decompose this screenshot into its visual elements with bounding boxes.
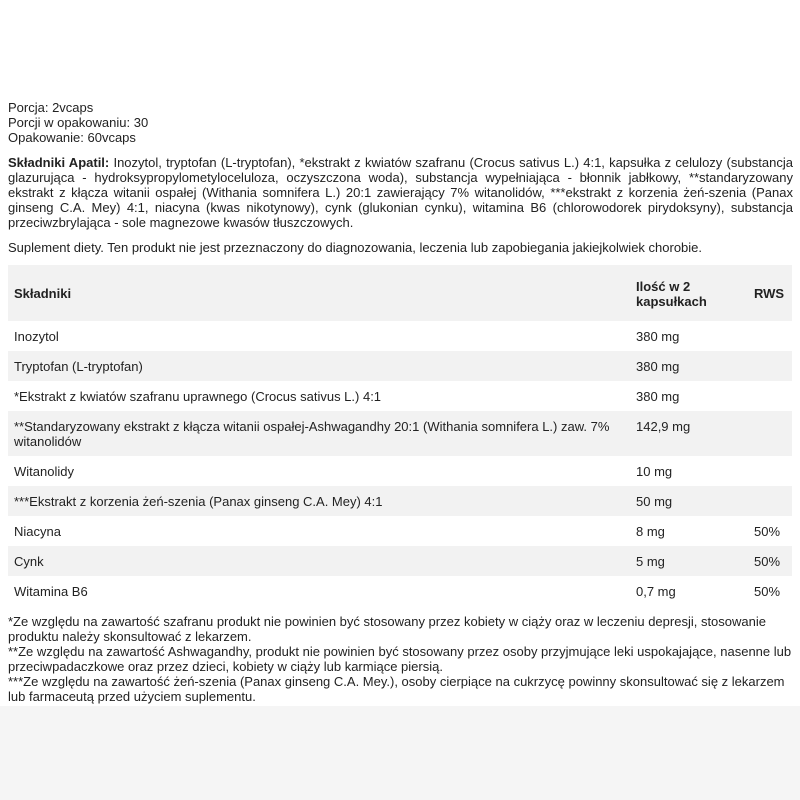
table-row — [8, 576, 792, 606]
row-ingredient: Witanolidy — [14, 464, 74, 479]
ingredients-text: Inozytol, tryptofan (L-tryptofan), *ekstrakt z kwiatów szafranu (Crocus sativus L.) 4:1, kapsułka z celulozy (substancja glazurująca - hydroksypropylometyloceluloza, oczyszczona woda), substancja wypełniająca - błonnik jabłkowy, **standaryzowany ekstrakt z kłącza witanii ospałej (Withania somnifera L.) 20:1 zawierający 7% witanolidów, ***ekstrakt z korzenia żeń-szenia (Panax ginseng C.A. Mey) 4:1, niacyna (kwas nikotynowy), cynk (glukonian cynku), witamina B6 (chlorowodorek pirydoksyny), substancja przeciwzbrylająca - sole magnezowe kwasów tłuszczowych. — [8, 155, 793, 230]
table-row — [8, 381, 792, 411]
row-amount: 380 mg — [636, 359, 680, 374]
supplement-note: Suplement diety. Ten produkt nie jest przeznaczony do diagnozowania, leczenia lub zapobiegania jakiejkolwiek chorobie. — [8, 240, 703, 255]
nutrition-table — [8, 265, 792, 606]
package-text: Opakowanie: 60vcaps — [8, 130, 136, 145]
product-meta — [8, 100, 793, 145]
footnote-ashwagandha: **Ze względu na zawartość Ashwagandhy, produkt nie powinien być stosowany przez osoby przyjmujące leki uspokajające, nasenne lub przeciwpadaczkowe oraz przez dzieci, kobiety w ciąży lub karmiące piersią. — [8, 644, 792, 674]
row-rws — [748, 486, 792, 516]
row-ingredient: Tryptofan (L-tryptofan) — [14, 359, 143, 374]
bottom-background — [0, 706, 800, 800]
table-row — [8, 516, 792, 546]
table-row — [8, 456, 792, 486]
row-amount: 8 mg — [636, 524, 665, 539]
row-amount: 5 mg — [636, 554, 665, 569]
row-ingredient: Cynk — [14, 554, 44, 569]
ingredients-paragraph — [8, 155, 793, 230]
footnote-saffron: *Ze względu na zawartość szafranu produkt nie powinien być stosowany przez kobiety w ciąży oraz w leczeniu depresji, stosowanie produktu należy skonsultować z lekarzem. — [8, 614, 766, 644]
row-rws: 50% — [754, 524, 781, 539]
row-ingredient: ***Ekstrakt z korzenia żeń-szenia (Panax ginseng C.A. Mey) 4:1 — [14, 494, 383, 509]
row-rws — [748, 381, 792, 411]
table-header-row — [8, 265, 792, 321]
table-row — [8, 546, 792, 576]
row-amount: 10 mg — [636, 464, 673, 479]
product-content — [8, 100, 793, 719]
table-row — [8, 486, 792, 516]
header-rws: RWS — [754, 286, 785, 301]
footnote-ginseng: ***Ze względu na zawartość żeń-szenia (Panax ginseng C.A. Mey.), osoby cierpiące na cukrzycę powinny skonsultować się z lekarzem lub farmaceutą przed użyciem suplementu. — [8, 674, 785, 704]
row-ingredient: **Standaryzowany ekstrakt z kłącza witanii ospałej-Ashwagandhy 20:1 (Withania somnifera L.) zaw. 7% witanolidów — [14, 419, 610, 449]
row-amount: 50 mg — [636, 494, 673, 509]
row-amount: 380 mg — [636, 389, 680, 404]
header-ingredients: Składniki — [14, 286, 72, 301]
row-ingredient: Witamina B6 — [14, 584, 88, 599]
row-rws: 50% — [754, 584, 781, 599]
servings-text: Porcji w opakowaniu: 30 — [8, 115, 149, 130]
ingredients-label: Składniki Apatil: — [8, 155, 110, 170]
portion-text: Porcja: 2vcaps — [8, 100, 94, 115]
row-rws: 50% — [754, 554, 781, 569]
row-ingredient: Inozytol — [14, 329, 59, 344]
table-row — [8, 351, 792, 381]
row-rws — [748, 321, 792, 351]
row-rws — [748, 351, 792, 381]
row-ingredient: *Ekstrakt z kwiatów szafranu uprawnego (Crocus sativus L.) 4:1 — [14, 389, 382, 404]
table-row — [8, 321, 792, 351]
footnotes — [8, 614, 793, 719]
row-rws — [748, 411, 792, 456]
row-amount: 380 mg — [636, 329, 680, 344]
row-amount: 0,7 mg — [636, 584, 676, 599]
header-amount: Ilość w 2 kapsułkach — [636, 278, 707, 309]
row-amount: 142,9 mg — [636, 419, 691, 434]
row-ingredient: Niacyna — [14, 524, 61, 539]
table-row — [8, 411, 792, 456]
row-rws — [748, 456, 792, 486]
